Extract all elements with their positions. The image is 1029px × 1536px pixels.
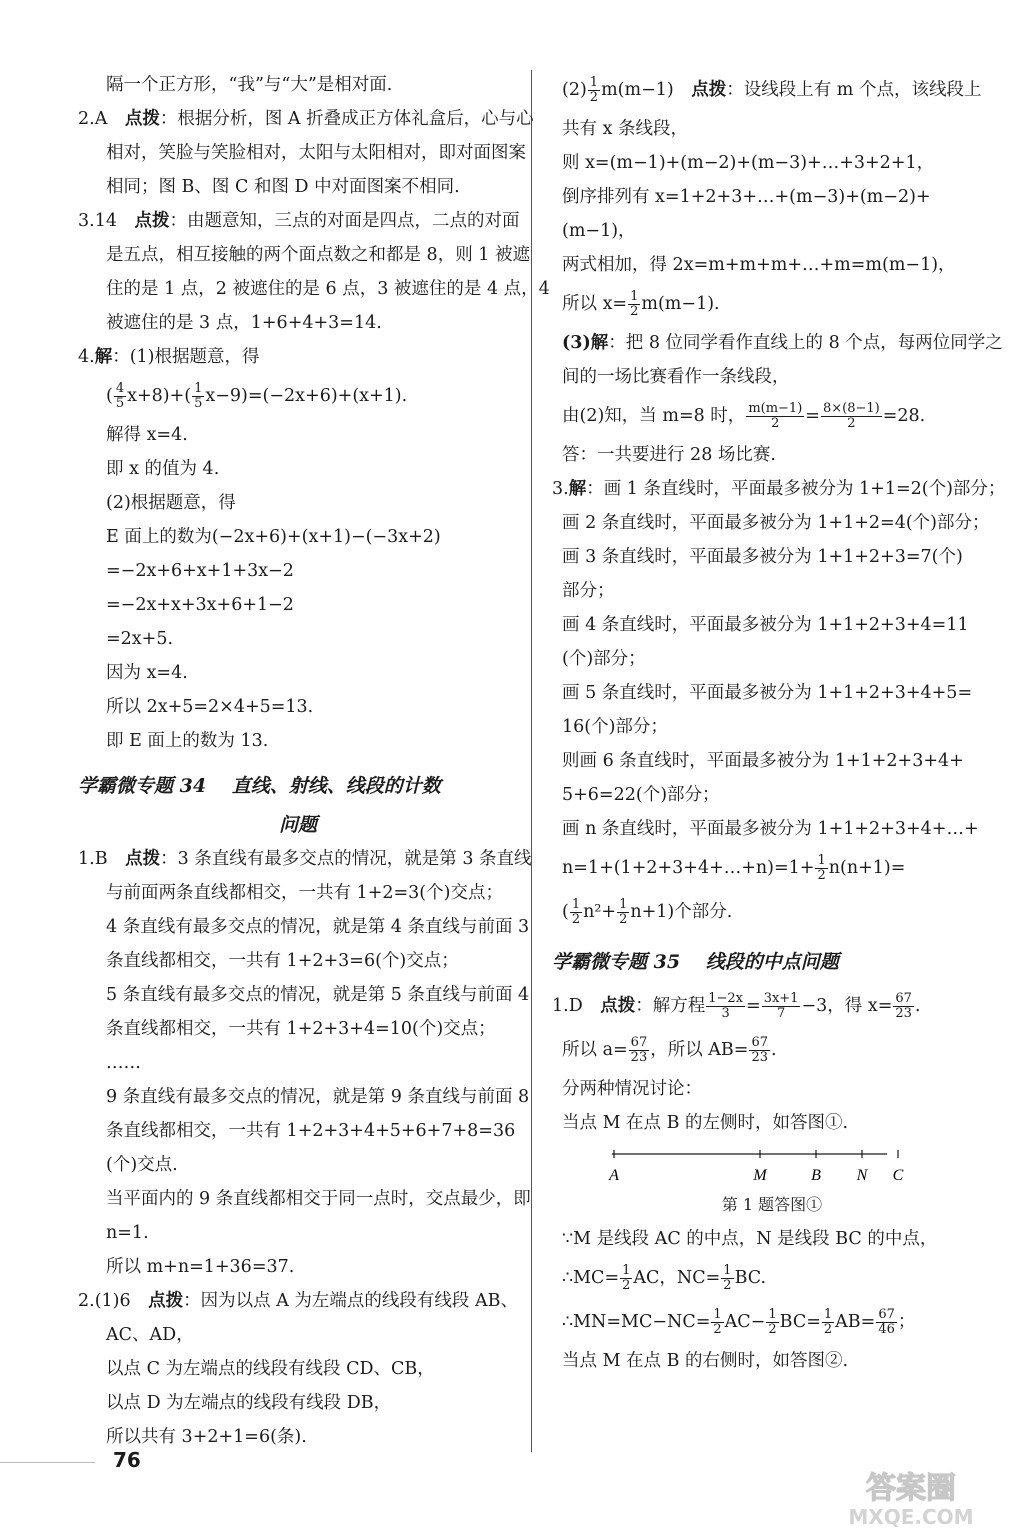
text-line: 所以 2x+5=2×4+5=13. bbox=[106, 697, 314, 717]
text-line: ：因为以点 A 为左端点的线段有线段 AB、 bbox=[183, 1291, 518, 1311]
text-line: 两式相加，得 2x=m+m+m+…+m=m(m−1)， bbox=[562, 255, 956, 275]
numerator: 1 bbox=[622, 1263, 631, 1278]
text-line: 共有 x 条线段， bbox=[562, 119, 688, 139]
text-line: 则画 6 条直线时，平面最多被分为 1+1+2+3+4+ bbox=[562, 751, 964, 771]
fraction bbox=[821, 402, 882, 431]
eq-part: n²+ bbox=[583, 902, 617, 922]
eq-part: n(n+1)= bbox=[828, 858, 906, 878]
denominator: 2 bbox=[713, 1322, 722, 1337]
eq-part: ∴MN=MC−NC= bbox=[562, 1312, 711, 1332]
fraction bbox=[876, 1308, 897, 1337]
numerator: 1 bbox=[768, 1307, 777, 1322]
question-number: 4. bbox=[78, 347, 95, 367]
text-line bbox=[562, 394, 982, 438]
answer-letter: D bbox=[568, 996, 583, 1016]
denominator: 7 bbox=[776, 1006, 786, 1021]
text-line: ：3 条直线有最多交点的情况，就是第 3 条直线 bbox=[160, 849, 532, 869]
section-tag: 学霸微专题 35 bbox=[552, 951, 681, 973]
text-line: 5+6=22(个)部分； bbox=[562, 785, 720, 805]
eq-part: 所以 x= bbox=[562, 294, 628, 314]
fraction bbox=[620, 1264, 632, 1293]
text-line: …… bbox=[106, 1053, 141, 1073]
section-title-continued: 问题 bbox=[278, 814, 317, 836]
denominator: 2 bbox=[589, 90, 599, 105]
denominator: 2 bbox=[723, 1278, 732, 1293]
text-line: n=1. bbox=[106, 1223, 149, 1243]
eq-part: −3，得 x= bbox=[801, 996, 893, 1016]
watermark-logo bbox=[811, 1466, 1011, 1530]
eq-part: AC，NC= bbox=[633, 1268, 721, 1288]
hint-label: 点拨 bbox=[134, 211, 170, 231]
eq-part: ∴MC= bbox=[562, 1268, 620, 1288]
text-line: ∵M 是线段 AC 的中点，N 是线段 BC 的中点， bbox=[562, 1229, 938, 1249]
eq-part: m(m−1) bbox=[601, 80, 674, 100]
fraction bbox=[192, 382, 204, 411]
point-label-a: A bbox=[609, 1167, 619, 1184]
eq-part: n+1)个部分. bbox=[630, 902, 733, 922]
text-line: 相同；图 B、图 C 和图 D 中对面图案不相同. bbox=[106, 177, 460, 197]
text-line: (2)根据题意，得 bbox=[106, 493, 236, 513]
eq-part: ( bbox=[562, 902, 569, 922]
text-line: =2x+5. bbox=[106, 629, 174, 649]
problem-2 bbox=[78, 1284, 518, 1454]
text-line: 被遮住的是 3 点，1+6+4+3=14. bbox=[106, 313, 382, 333]
fraction bbox=[629, 1036, 650, 1065]
denominator: 2 bbox=[823, 1322, 833, 1337]
denominator: 2 bbox=[630, 304, 639, 319]
text-line bbox=[562, 1028, 982, 1072]
fraction bbox=[746, 402, 804, 431]
eq-part: x+8)+( bbox=[127, 386, 192, 406]
denominator: 5 bbox=[115, 396, 125, 411]
hint-label: 点拨 bbox=[600, 996, 636, 1016]
numerator: 1 bbox=[194, 381, 203, 396]
fraction bbox=[570, 898, 582, 927]
denominator: 23 bbox=[630, 1050, 648, 1065]
fraction bbox=[762, 992, 801, 1021]
watermark-url: MXQE.COM bbox=[848, 1505, 974, 1529]
numerator: 1 bbox=[619, 897, 628, 912]
text-line: 以点 C 为左端点的线段有线段 CD、CB， bbox=[106, 1359, 435, 1379]
denominator: 3 bbox=[721, 1006, 730, 1021]
eq-part: BC= bbox=[779, 1312, 821, 1332]
eq-part: x−9)=(−2x+6)+(x+1). bbox=[205, 386, 408, 406]
text-line: 画 n 条直线时，平面最多被分为 1+1+2+3+4+…+ bbox=[562, 819, 979, 839]
text-line: 则 x=(m−1)+(m−2)+(m−3)+…+3+2+1， bbox=[562, 153, 935, 173]
equation-line bbox=[78, 374, 518, 418]
eq-part: ； bbox=[897, 1312, 916, 1332]
text-line: (个)部分； bbox=[562, 649, 646, 669]
text-line: 当点 M 在点 B 的右侧时，如答图②. bbox=[562, 1351, 849, 1371]
text-line: 9 条直线有最多交点的情况，就是第 9 条直线与前面 8 bbox=[106, 1087, 530, 1107]
eq-part: 由(2)知，当 m=8 时， bbox=[562, 406, 746, 426]
answer-letter: A bbox=[94, 109, 108, 129]
denominator: 2 bbox=[847, 416, 856, 431]
eq-part: =28. bbox=[882, 406, 926, 426]
right-column bbox=[552, 68, 1006, 1378]
text-line: 倒序排列有 x=1+2+3+…+(m−3)+(m−2)+ bbox=[562, 187, 931, 207]
question-number: 2. bbox=[78, 109, 95, 129]
numerator: 67 bbox=[751, 1035, 768, 1050]
text-line: ：根据分析，图 A 折叠成正方体礼盒后，心与心 bbox=[159, 109, 534, 129]
text-line bbox=[562, 890, 982, 934]
text-line: 以点 D 为左端点的线段有线段 DB， bbox=[106, 1393, 392, 1413]
fraction bbox=[628, 290, 640, 319]
text-line: 因为 x=4. bbox=[106, 663, 188, 683]
numerator: 3x+1 bbox=[763, 991, 799, 1006]
numerator: 1 bbox=[713, 1307, 722, 1322]
eq-part: ，所以 AB= bbox=[650, 1040, 749, 1060]
text-line bbox=[562, 1256, 982, 1300]
text-line bbox=[562, 846, 982, 890]
question-2 bbox=[78, 102, 534, 204]
hint-label: 点拨 bbox=[124, 109, 160, 129]
text-line: 条直线都相交，一共有 1+2+3+4=10(个)交点； bbox=[106, 1019, 496, 1039]
fraction bbox=[706, 992, 745, 1021]
section-title: 直线、射线、线段的计数 bbox=[231, 775, 441, 797]
text-line: 解得 x=4. bbox=[106, 425, 188, 445]
text-line: 隔一个正方形，“我”与“大”是相对面. bbox=[106, 75, 393, 95]
denominator: 5 bbox=[194, 396, 203, 411]
text-line: 相对，笑脸与笑脸相对，太阳与太阳相对，即对面图案 bbox=[106, 143, 526, 163]
page-number: 76 bbox=[113, 1448, 141, 1472]
text-line: 分两种情况讨论： bbox=[562, 1079, 702, 1099]
text-line: 条直线都相交，一共有 1+2+3+4+5+6+7+8=36 bbox=[106, 1121, 516, 1141]
numerator: 67 bbox=[878, 1307, 895, 1322]
eq-part: AC− bbox=[724, 1312, 766, 1332]
question-number: 3. bbox=[552, 479, 569, 499]
denominator: 2 bbox=[768, 1322, 777, 1337]
text-line: (个)交点. bbox=[106, 1155, 178, 1175]
text-line: E 面上的数为(−2x+6)+(x+1)−(−3x+2) bbox=[106, 527, 441, 547]
numerator: 1 bbox=[589, 75, 599, 90]
denominator: 2 bbox=[619, 912, 628, 927]
numerator: 1 bbox=[817, 853, 826, 868]
eq-part: n=1+(1+2+3+4+…+n)=1+ bbox=[562, 858, 815, 878]
text-line: 画 4 条直线时，平面最多被分为 1+1+2+3+4=11 bbox=[562, 615, 969, 635]
question-number: 1. bbox=[78, 849, 95, 869]
text-line: 画 5 条直线时，平面最多被分为 1+1+2+3+4+5= bbox=[562, 683, 973, 703]
numerator: 67 bbox=[895, 991, 912, 1006]
figure-caption: 第 1 题答图① bbox=[721, 1195, 823, 1214]
denominator: 2 bbox=[622, 1278, 631, 1293]
section-heading-35 bbox=[552, 940, 982, 984]
fraction bbox=[749, 1036, 770, 1065]
text-line: AC、AD， bbox=[106, 1325, 194, 1345]
eq-part: = bbox=[805, 406, 820, 426]
problem-1-right bbox=[552, 984, 982, 1378]
text-line: (m−1)， bbox=[562, 221, 636, 241]
segment-figure bbox=[562, 1144, 982, 1222]
solution-label: 解 bbox=[94, 347, 113, 367]
numerator: 1 bbox=[571, 897, 581, 912]
eq-part: BC. bbox=[734, 1268, 767, 1288]
eq-part: 所以 a= bbox=[562, 1040, 628, 1060]
denominator: 2 bbox=[771, 416, 780, 431]
text-line: ：画 1 条直线时，平面最多被分为 1+1=2(个)部分； bbox=[586, 479, 1006, 499]
fraction bbox=[893, 992, 914, 1021]
text-line: 即 E 面上的数为 13. bbox=[106, 731, 269, 751]
eq-part: m(m−1). bbox=[641, 294, 720, 314]
text-line: =−2x+6+x+1+3x−2 bbox=[106, 561, 294, 581]
footer-rule bbox=[0, 1462, 95, 1463]
numerator: 1−2x bbox=[708, 991, 744, 1006]
numerator: 1 bbox=[723, 1263, 732, 1278]
text-line: 4 条直线有最多交点的情况，就是第 4 条直线与前面 3 bbox=[106, 917, 530, 937]
text-line: 住的是 1 点，2 被遮住的是 6 点，3 被遮住的是 4 点，4 bbox=[106, 279, 550, 299]
text-line: ：(1)根据题意，得 bbox=[112, 347, 260, 367]
eq-part: ( bbox=[106, 386, 113, 406]
fraction bbox=[721, 1264, 733, 1293]
text-line: 画 2 条直线时，平面最多被分为 1+1+2=4(个)部分； bbox=[562, 513, 990, 533]
text-line: 部分； bbox=[562, 581, 615, 601]
text-line: 条直线都相交，一共有 1+2+3=6(个)交点； bbox=[106, 951, 459, 971]
denominator: 23 bbox=[751, 1050, 768, 1065]
text-line: 16(个)部分； bbox=[562, 717, 668, 737]
hint-label: 点拨 bbox=[125, 849, 161, 869]
answer-value: (1)6 bbox=[94, 1291, 131, 1311]
question-4 bbox=[78, 340, 518, 758]
eq-part: AB= bbox=[835, 1312, 876, 1332]
fraction bbox=[588, 76, 600, 105]
text-line: ：由题意知，三点的对面是四点，二点的对面 bbox=[169, 211, 520, 231]
denominator: 46 bbox=[878, 1322, 895, 1337]
fraction bbox=[815, 854, 827, 883]
point-label-b: B bbox=[811, 1167, 821, 1184]
text-line: 答：一共要进行 28 场比赛. bbox=[562, 445, 776, 465]
text-line: ：设线段上有 m 个点，该线段上 bbox=[726, 80, 982, 100]
eq-part: . bbox=[771, 1040, 777, 1060]
fraction bbox=[114, 382, 126, 411]
solution-label: 解 bbox=[568, 479, 587, 499]
numerator: 4 bbox=[115, 381, 125, 396]
text-line: 当点 M 在点 B 的左侧时，如答图①. bbox=[562, 1113, 849, 1133]
answer-value: 14 bbox=[94, 211, 117, 231]
text-line: 画 3 条直线时，平面最多被分为 1+1+2+3=7(个) bbox=[562, 547, 963, 567]
left-column bbox=[78, 68, 550, 1454]
text-line bbox=[562, 282, 982, 326]
hint-label: 点拨 bbox=[148, 1291, 184, 1311]
watermark-text: 答案圈 bbox=[866, 1471, 956, 1506]
numerator: 8×(8−1) bbox=[822, 401, 880, 416]
text-line: 是五点，相互接触的两个面点数之和都是 8，则 1 被遮 bbox=[106, 245, 530, 265]
fraction bbox=[822, 1308, 834, 1337]
point-label-c: C bbox=[892, 1167, 904, 1184]
question-3 bbox=[78, 204, 550, 340]
segment-points bbox=[608, 1150, 904, 1184]
question-number: 2. bbox=[78, 1291, 95, 1311]
numerator: 67 bbox=[630, 1035, 648, 1050]
fraction bbox=[617, 898, 629, 927]
fraction bbox=[711, 1308, 723, 1337]
text-line: 5 条直线有最多交点的情况，就是第 5 条直线与前面 4 bbox=[106, 985, 530, 1005]
numerator: 1 bbox=[630, 289, 639, 304]
text-line: 当平面内的 9 条直线都相交于同一点时，交点最少，即 bbox=[106, 1189, 531, 1209]
question-number: 1. bbox=[552, 996, 569, 1016]
problem-1 bbox=[78, 842, 532, 1284]
text-line: 与前面两条直线都相交，一共有 1+2=3(个)交点； bbox=[106, 883, 503, 903]
solution-label: (3)解 bbox=[562, 333, 609, 353]
point-label-n: N bbox=[856, 1167, 868, 1184]
text-line: =−2x+x+3x+6+1−2 bbox=[106, 595, 294, 615]
denominator: 23 bbox=[895, 1006, 912, 1021]
text-line: 即 x 的值为 4. bbox=[106, 459, 220, 479]
section-title: 线段的中点问题 bbox=[705, 951, 839, 973]
hint-label: 点拨 bbox=[691, 80, 727, 100]
section-heading-34 bbox=[78, 764, 518, 808]
eq-part: . bbox=[914, 996, 921, 1016]
question-number: 3. bbox=[78, 211, 95, 231]
eq-part: (2) bbox=[562, 80, 587, 100]
line-segment-diagram bbox=[562, 1144, 902, 1188]
eq-part: = bbox=[746, 996, 761, 1016]
text-line: 所以 m+n=1+36=37. bbox=[106, 1257, 295, 1277]
denominator: 2 bbox=[817, 868, 826, 883]
text-line: 所以共有 3+2+1=6(条). bbox=[106, 1427, 307, 1447]
text-line: 间的一场比赛看作一条线段， bbox=[562, 367, 790, 387]
answer-letter: B bbox=[94, 849, 108, 869]
numerator: m(m−1) bbox=[748, 401, 803, 416]
question-3-right bbox=[552, 472, 1006, 934]
eq-part: ：解方程 bbox=[635, 996, 706, 1016]
section-tag: 学霸微专题 34 bbox=[78, 775, 207, 797]
text-line bbox=[562, 1300, 982, 1344]
text-line: ：把 8 位同学看作直线上的 8 个点，每两位同学之 bbox=[608, 333, 1003, 353]
text-line bbox=[562, 68, 982, 112]
numerator: 1 bbox=[823, 1307, 833, 1322]
fraction bbox=[766, 1308, 778, 1337]
denominator: 2 bbox=[571, 912, 581, 927]
point-label-m: M bbox=[753, 1167, 767, 1184]
